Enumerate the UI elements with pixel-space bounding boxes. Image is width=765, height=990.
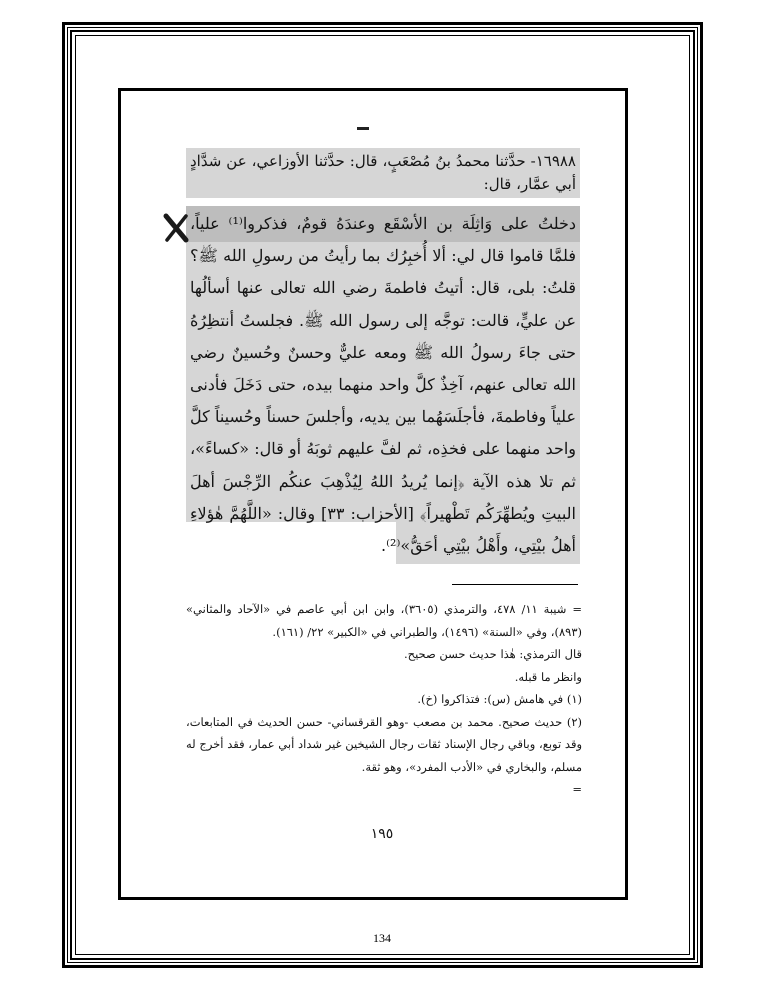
footnote-separator — [452, 584, 578, 585]
footnote-line: قال الترمذي: هٰذا حديث حسن صحيح. — [403, 647, 582, 661]
header-dash-mark — [357, 127, 369, 130]
page-number: 134 — [373, 931, 391, 945]
footnote-line: وانظر ما قبله. — [514, 669, 582, 684]
scan-page-number: ١٩٥ — [370, 826, 394, 842]
hadith-intro: ١٦٩٨٨- حدَّثنا محمدُ بنُ مُصْعَبٍ، قال: حدَّثنا الأوزاعي، عن شدَّادٍ أبي عمَّار، قال: — [190, 152, 576, 193]
footnote-line: = — [572, 782, 582, 796]
footnotes — [186, 598, 582, 801]
footnote-line: = شيبة ١١/ ٤٧٨، والترمذي (٣٦٠٥)، وابن ابن أبي عاصم في «الآحاد والمثاني» (٨٩٣)، وفي «السنة» (١٤٩٦)، والطبراني في «الكبير» ٢٢/ (١٦١). — [186, 602, 582, 639]
footnote-line: (٢) حديث صحيح. محمد بن مصعب -وهو القرقساني- حسن الحديث في المتابعات، وقد توبع، وباقي رجال الإسناد ثقات رجال الشيخين غير شداد أبي عمار، فقد أخرج له مسلم، والبخاري في «الأدب المفرد»، وهو ثقة. — [186, 714, 582, 774]
close-x-icon[interactable] — [163, 212, 189, 244]
footnote-line: (١) في هامش (س): فتذاكروا (خ). — [417, 692, 582, 706]
hadith-text: دخلتُ على وَاثِلَة بن الأسْقَع وعندَهُ قومٌ، فذكروا⁽¹⁾ علياً، فلمَّا قاموا قال لي: ألا أُخبِرُك بما رأيتُ من رسولِ الله ﷺ؟ قلتُ: بلى، قال: أتيتُ فاطمةَ رضي الله تعالى عنها أسألُها عن عليٍّ، قالت: توجَّه إلى رسول الله ﷺ. فجلستُ أنتظِرُهُ حتى جاءَ رسولُ الله ﷺ ومعه عليٌّ وحسنٌ وحُسينٌ رضي الله تعالى عنهم، آخِذٌ كلَّ واحد منهما بيده، حتى دَخَلَ فأدنى علياً وفاطمةَ، فأجلَسَهُما بين يديه، وأجلسَ حسناً وحُسيناً كلَّ واحد منهما على فخذِه، ثم لفَّ عليهم ثوبَهُ أو قال: «كساءً»، ثم تلا هذه الآية ﴿إنما يُريدُ اللهُ لِيُذْهِبَ عنكُم الرِّجْسَ أهلَ البيتِ ويُطهِّرَكُم تَطْهيراً﴾ [الأحزاب: ٣٣] وقال: «اللَّهُمَّ هٰؤلاءِ أهلُ بيْتِي، وأَهْلُ بيْتِي أحَقُّ»⁽²⁾. — [190, 214, 577, 556]
